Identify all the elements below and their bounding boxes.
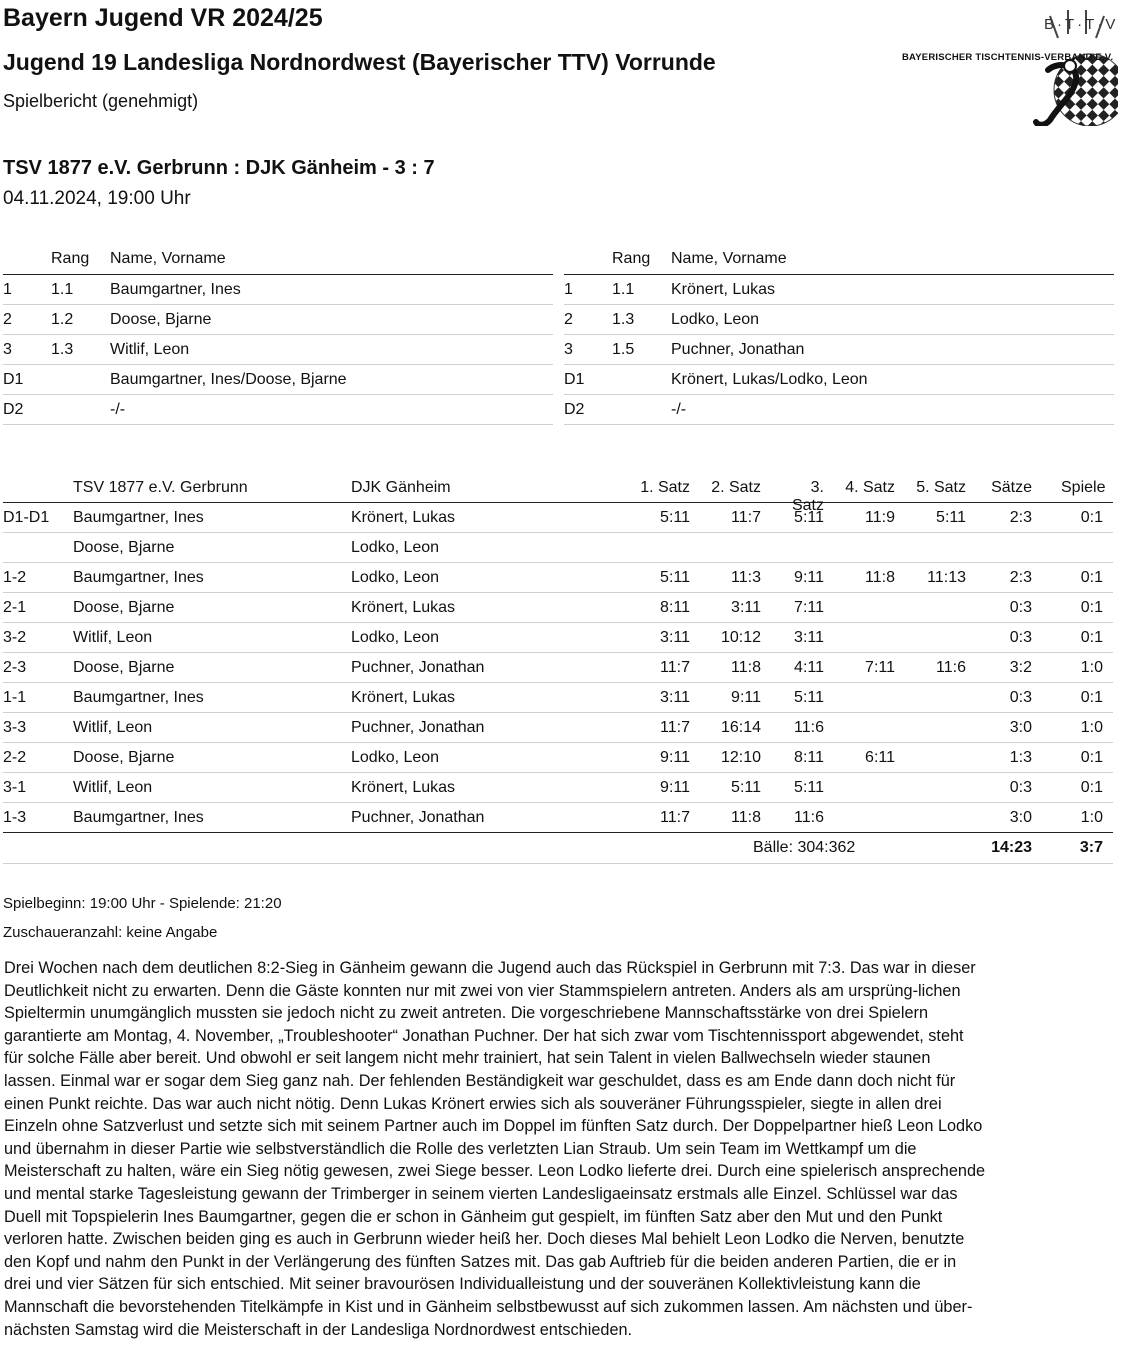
- game-s1: 5:11: [660, 509, 690, 526]
- game-row: [3, 563, 1113, 593]
- game-spiele: 0:1: [1080, 749, 1103, 766]
- game-s1: 11:7: [660, 809, 690, 826]
- games-total: 3:7: [1079, 839, 1103, 856]
- game-spiele: 0:1: [1080, 569, 1103, 586]
- report-line: Mannschaft die bevorstehenden Titelkämpfe in Kist und in Gänheim selbstbewusst auf sich zukommen lassen. Am nächsten und über-: [4, 1297, 973, 1316]
- game-guest: Puchner, Jonathan: [351, 659, 485, 676]
- game-spiele: 1:0: [1080, 659, 1103, 676]
- game-s3: 5:11: [794, 779, 824, 796]
- report-line: den Kopf und nahm den Punkt in der Verlängerung des fünften Satzes mit. Das gab Auftrieb für die beiden anderen Partien, die er in: [4, 1252, 957, 1271]
- game-row: [3, 743, 1113, 773]
- game-s5: 11:6: [936, 659, 966, 676]
- report-line: verloren hatte. Zwischen beiden ging es auch in Gerbrunn wieder heiß her. Doch dieses Mal behielt Leon Lodko die Nerven, benutzte: [4, 1230, 965, 1249]
- game-s3: 8:11: [794, 749, 824, 766]
- game-home: Witlif, Leon: [73, 719, 153, 736]
- game-s2: 9:11: [731, 689, 761, 706]
- player-name: Doose, Bjarne: [110, 311, 212, 328]
- report-line: drei und vier Sätzen für sich entschied. Mit seiner bravourösen Individualleistung und der souveränen Kollektivleistung kann die: [4, 1275, 921, 1294]
- game-spiele: 1:0: [1080, 809, 1103, 826]
- game-home: Doose, Bjarne: [73, 539, 175, 556]
- game-row: [3, 713, 1113, 743]
- player-name: Puchner, Jonathan: [671, 341, 805, 358]
- game-home: Doose, Bjarne: [73, 659, 175, 676]
- report-line: für solche Fälle aber bereit. Und obwohl er seit langem nicht mehr trainiert, hat sein Talent in vielen Ballwechseln wieder staunen: [4, 1049, 931, 1068]
- lineup-row: 3 1.3 Witlif, Leon: [3, 335, 553, 365]
- game-saetze: 3:0: [1009, 809, 1032, 826]
- report-line: Duell mit Topspielerin Ines Baumgartner, gegen die er schon in Gänheim gut gespielt, im fünften Satz aber den Mut und den Punkt: [4, 1207, 943, 1226]
- game-s4: 7:11: [865, 659, 895, 676]
- game-home: Witlif, Leon: [73, 629, 153, 646]
- player-name: Baumgartner, Ines: [110, 281, 241, 298]
- set4-header: 4. Satz: [845, 479, 895, 496]
- lineup-row: D2 -/-: [3, 395, 553, 425]
- game-home: Doose, Bjarne: [73, 749, 175, 766]
- report-line: Einzeln ohne Satzverlust und setzte sich mit seinem Partner auch im Doppel im fünften Satz durch. Der Doppelpartner hieß Leon Lodko: [4, 1117, 983, 1136]
- game-pos: D1-D1: [3, 509, 50, 526]
- page-title: Bayern Jugend VR 2024/25: [3, 4, 323, 32]
- report-status: Spielbericht (genehmigt): [3, 91, 199, 111]
- match-datetime: 04.11.2024, 19:00 Uhr: [3, 188, 191, 209]
- game-pos: 3-2: [3, 629, 27, 646]
- game-spiele: 1:0: [1080, 719, 1103, 736]
- lineup-row: D2 -/-: [564, 395, 1114, 425]
- logo-text: BAYERISCHER TISCHTENNIS-VERBAND E.V.: [902, 52, 1114, 63]
- game-row: [3, 803, 1113, 833]
- report-line: Meisterschaft zu halten, wäre ein Sieg nötig gewesen, zwei Siege besser. Leon Lodko lieferte drei. Durch eine spielerisch ansprechende: [4, 1162, 986, 1181]
- set5-header: 5. Satz: [916, 479, 966, 496]
- game-s3: 5:11: [794, 509, 824, 526]
- game-row: [3, 683, 1113, 713]
- game-saetze: 3:2: [1009, 659, 1032, 676]
- report-line: garantierte am Montag, 4. November, „Troubleshooter“ Jonathan Puchner. Der hat sich zwar vom Tischtennissport abgewendet, steht: [4, 1026, 964, 1045]
- name-header: Name, Vorname: [110, 250, 226, 267]
- game-s1: 11:7: [660, 659, 690, 676]
- game-s2: 12:10: [720, 749, 761, 766]
- player-name: Witlif, Leon: [110, 341, 190, 358]
- game-pos: 2-3: [3, 659, 27, 676]
- game-s3: 9:11: [794, 569, 824, 586]
- game-pos: 1-1: [3, 689, 27, 706]
- lineup-home: [3, 244, 553, 425]
- lineup-header: [3, 244, 553, 275]
- game-spiele: 0:1: [1080, 629, 1103, 646]
- set3-header: 3. Satz: [791, 479, 824, 514]
- game-guest: Puchner, Jonathan: [351, 809, 485, 826]
- game-s5: 5:11: [936, 509, 966, 526]
- match-report-text: [4, 957, 1123, 1341]
- name-header: Name, Vorname: [671, 250, 787, 267]
- game-guest: Krönert, Lukas: [351, 599, 456, 616]
- logo-letters: B·T·T·V: [1044, 16, 1119, 33]
- game-s2: 11:8: [731, 809, 761, 826]
- game-s2: 3:11: [731, 599, 761, 616]
- game-pos: 2-1: [3, 599, 27, 616]
- game-s1: 9:11: [660, 779, 690, 796]
- game-s4: 6:11: [865, 749, 895, 766]
- game-s2: 11:3: [731, 569, 761, 586]
- game-saetze: 1:3: [1009, 749, 1032, 766]
- home-team-header: TSV 1877 e.V. Gerbrunn: [73, 479, 248, 496]
- game-guest: Lodko, Leon: [351, 569, 440, 586]
- game-s2: 11:7: [731, 509, 761, 526]
- report-line: lassen. Einmal war er sogar dem Sieg ganz nah. Der fehlenden Beständigkeit war geschuldet, dass es am Ende dann doch nicht für: [4, 1071, 956, 1090]
- game-s2: 11:8: [731, 659, 761, 676]
- game-s2: 5:11: [731, 779, 761, 796]
- games-header-cell: Spiele: [1061, 479, 1106, 496]
- game-guest: Lodko, Leon: [351, 749, 440, 766]
- league-title: Jugend 19 Landesliga Nordnordwest (Bayerischer TTV) Vorrunde: [3, 49, 716, 75]
- game-s1: 5:11: [660, 569, 690, 586]
- sets-total: 14:23: [991, 839, 1032, 856]
- game-s5: 11:13: [927, 569, 966, 586]
- game-row: [3, 503, 1113, 533]
- game-pos: 1-3: [3, 809, 27, 826]
- game-pos: 3-3: [3, 719, 27, 736]
- balls-total: Bälle: 304:362: [753, 839, 856, 856]
- game-s1: 3:11: [660, 689, 690, 706]
- game-saetze: 0:3: [1009, 629, 1032, 646]
- game-home: Baumgartner, Ines: [73, 509, 204, 526]
- game-home: Baumgartner, Ines: [73, 689, 204, 706]
- game-spiele: 0:1: [1080, 509, 1103, 526]
- player-name: Baumgartner, Ines/Doose, Bjarne: [110, 371, 347, 388]
- game-spiele: 0:1: [1080, 779, 1103, 796]
- game-s3: 3:11: [794, 629, 824, 646]
- game-saetze: 2:3: [1009, 569, 1032, 586]
- game-saetze: 2:3: [1009, 509, 1032, 526]
- game-guest: Puchner, Jonathan: [351, 719, 485, 736]
- guest-team-header: DJK Gänheim: [351, 479, 451, 496]
- game-s3: 11:6: [794, 809, 824, 826]
- game-s4: 11:8: [865, 569, 895, 586]
- bttv-logo: [900, 8, 1118, 126]
- report-line: und übernahm in dieser Partie wie selbstverständlich die Rolle des verletzten Lian Straub. Um sein Team im Wettkampf um die: [4, 1139, 917, 1158]
- lineup-row: 2 1.2 Doose, Bjarne: [3, 305, 553, 335]
- game-s1: 3:11: [660, 629, 690, 646]
- game-s3: 4:11: [794, 659, 824, 676]
- sets-header: Sätze: [991, 479, 1032, 496]
- games-header: [3, 472, 1113, 514]
- game-s3: 11:6: [794, 719, 824, 736]
- game-pos: 2-2: [3, 749, 27, 766]
- report-line: einen Punkt reichte. Das war auch nicht nötig. Denn Lukas Krönert erwies sich als souveräner Führungsspieler, siegte in allen drei: [4, 1094, 942, 1113]
- lineup-row: 3 1.5 Puchner, Jonathan: [564, 335, 1114, 365]
- match-times: Spielbeginn: 19:00 Uhr - Spielende: 21:20: [3, 895, 282, 912]
- report-line: nächsten Samstag wird die Meisterschaft in der Landesliga Nordnordwest entschieden.: [4, 1320, 633, 1339]
- player-name: Krönert, Lukas/Lodko, Leon: [671, 371, 868, 388]
- set2-header: 2. Satz: [711, 479, 761, 496]
- player-name: -/-: [110, 401, 126, 418]
- report-line: Drei Wochen nach dem deutlichen 8:2-Sieg in Gänheim gewann die Jugend auch das Rückspiel in Gerbrunn mit 7:3. Das war in dieser: [4, 959, 976, 977]
- game-s2: 16:14: [720, 719, 761, 736]
- game-spiele: 0:1: [1080, 599, 1103, 616]
- game-s2: 10:12: [720, 629, 761, 646]
- game-s1: 9:11: [660, 749, 690, 766]
- game-row: [3, 773, 1113, 803]
- lineup-row: D1 Baumgartner, Ines/Doose, Bjarne: [3, 365, 553, 395]
- game-row: [3, 623, 1113, 653]
- game-guest: Lodko, Leon: [351, 539, 440, 556]
- game-saetze: 0:3: [1009, 599, 1032, 616]
- game-guest: Krönert, Lukas: [351, 509, 456, 526]
- game-s4: 11:9: [865, 509, 895, 526]
- game-saetze: 0:3: [1009, 779, 1032, 796]
- lineup-guest: [564, 244, 1114, 425]
- game-guest: Lodko, Leon: [351, 629, 440, 646]
- game-saetze: 0:3: [1009, 689, 1032, 706]
- game-row: [3, 653, 1113, 683]
- game-pos: 3-1: [3, 779, 27, 796]
- player-name: Krönert, Lukas: [671, 281, 776, 298]
- lineup-row: D1 Krönert, Lukas/Lodko, Leon: [564, 365, 1114, 395]
- rank-header: Rang: [612, 250, 651, 267]
- game-home: Baumgartner, Ines: [73, 809, 204, 826]
- games-table: [3, 472, 1113, 864]
- report-line: Spieltermin unumgänglich mussten sie jedoch nicht zu zweit antreten. Die vorgeschriebene Mannschaftsstärke von drei Spielern: [4, 1004, 928, 1023]
- player-name: Lodko, Leon: [671, 311, 760, 328]
- game-row: [3, 593, 1113, 623]
- game-guest: Krönert, Lukas: [351, 779, 456, 796]
- game-s3: 7:11: [794, 599, 824, 616]
- game-home: Witlif, Leon: [73, 779, 153, 796]
- report-line: Deutlichkeit nicht zu erwarten. Denn die Gäste konnten nur mit zwei von vier Stammspielern antreten. Anders als am ursprüng-lichen: [4, 981, 961, 1000]
- game-spiele: 0:1: [1080, 689, 1103, 706]
- game-home: Doose, Bjarne: [73, 599, 175, 616]
- rank-header: Rang: [51, 250, 90, 267]
- totals-row: [3, 832, 1113, 864]
- game-s1: 11:7: [660, 719, 690, 736]
- player-name: -/-: [671, 401, 687, 418]
- game-saetze: 3:0: [1009, 719, 1032, 736]
- game-row: [3, 533, 1113, 563]
- lineup-header: [564, 244, 1114, 275]
- set1-header: 1. Satz: [640, 479, 690, 496]
- lineup-row: 1 1.1 Baumgartner, Ines: [3, 275, 553, 305]
- game-guest: Krönert, Lukas: [351, 689, 456, 706]
- spectator-count: Zuschaueranzahl: keine Angabe: [3, 924, 218, 941]
- game-s1: 8:11: [660, 599, 690, 616]
- game-s3: 5:11: [794, 689, 824, 706]
- match-title: TSV 1877 e.V. Gerbrunn : DJK Gänheim - 3 : 7: [3, 157, 435, 179]
- lineup-row: 2 1.3 Lodko, Leon: [564, 305, 1114, 335]
- game-pos: 1-2: [3, 569, 27, 586]
- report-line: und mental starke Tagesleistung gewann der Trimberger in seinem vierten Landesligaeinsatz erstmals alle Einzel. Schlüssel war das: [4, 1184, 958, 1203]
- lineup-row: 1 1.1 Krönert, Lukas: [564, 275, 1114, 305]
- game-home: Baumgartner, Ines: [73, 569, 204, 586]
